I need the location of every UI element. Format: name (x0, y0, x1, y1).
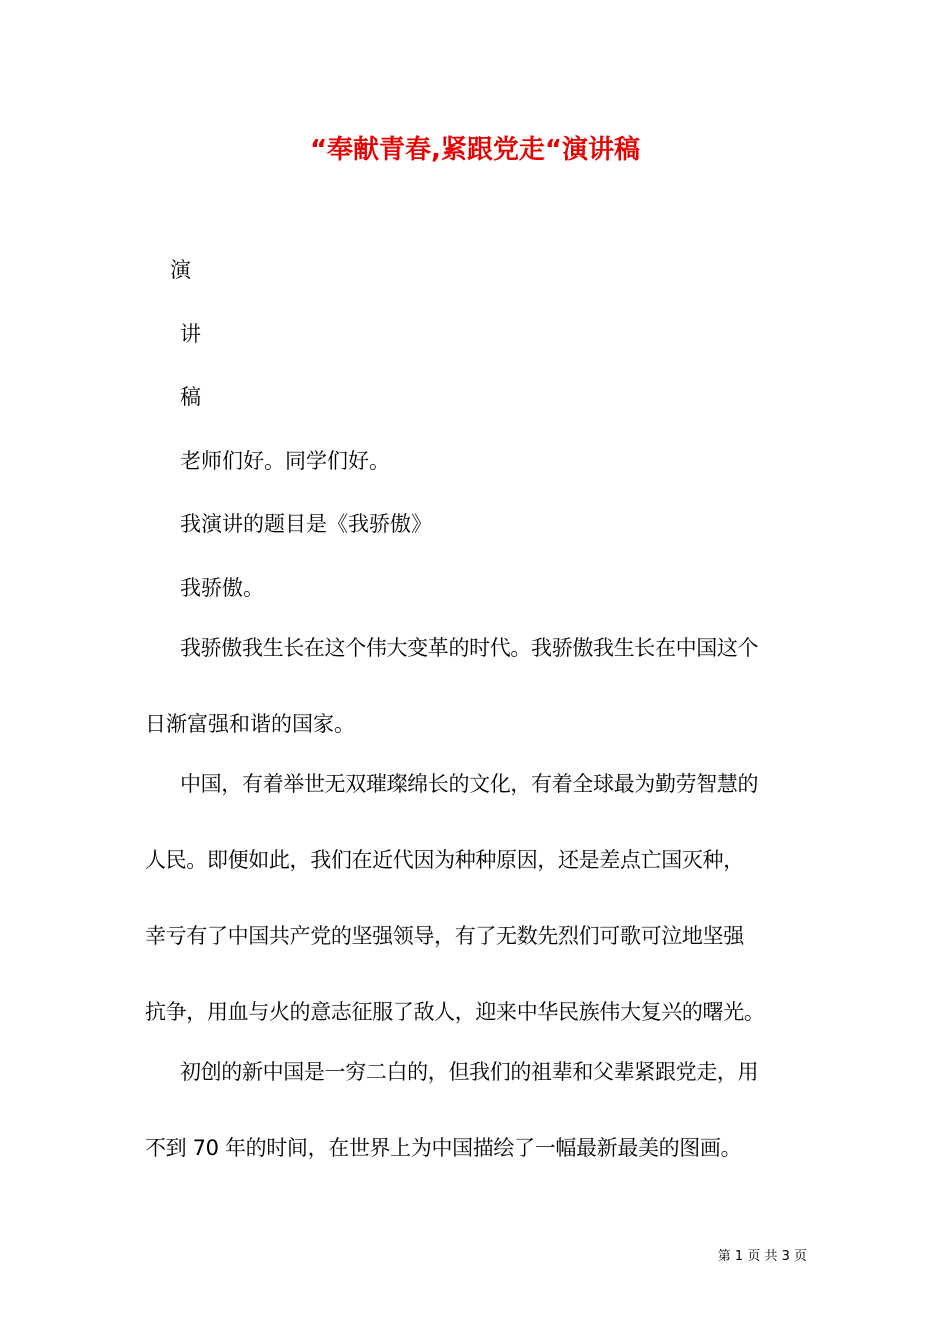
heading-char-yan: 演 (170, 258, 191, 282)
heading-char-gao: 稿 (180, 385, 201, 409)
greeting-line: 老师们好。同学们好。 (180, 449, 390, 473)
paragraph-line: 抗争，用血与火的意志征服了敌人，迎来中华民族伟大复兴的曙光。 (145, 1000, 765, 1024)
paragraph-line: 初创的新中国是一穷二白的，但我们的祖辈和父辈紧跟党走，用 (180, 1060, 759, 1084)
paragraph-line: 幸亏有了中国共产党的坚强领导，有了无数先烈们可歌可泣地坚强 (145, 924, 744, 948)
paragraph-line: 我骄傲我生长在这个伟大变革的时代。我骄傲我生长在中国这个 (180, 636, 759, 660)
paragraph-line: 中国，有着举世无双璀璨绵长的文化，有着全球最为勤劳智慧的 (180, 772, 759, 796)
paragraph-line: 我骄傲。 (180, 576, 264, 600)
heading-char-jiang: 讲 (180, 322, 201, 346)
topic-line: 我演讲的题目是《我骄傲》 (180, 512, 432, 536)
document-title: “奉献青春,紧跟党走“演讲稿 (309, 135, 641, 165)
page-footer: 第 1 页 共 3 页 (717, 1249, 807, 1264)
paragraph-line: 人民。即便如此，我们在近代因为种种原因，还是差点亡国灭种， (145, 848, 744, 872)
paragraph-line: 日渐富强和谐的国家。 (145, 712, 355, 736)
paragraph-line: 不到 70 年的时间，在世界上为中国描绘了一幅最新最美的图画。 (145, 1136, 742, 1160)
